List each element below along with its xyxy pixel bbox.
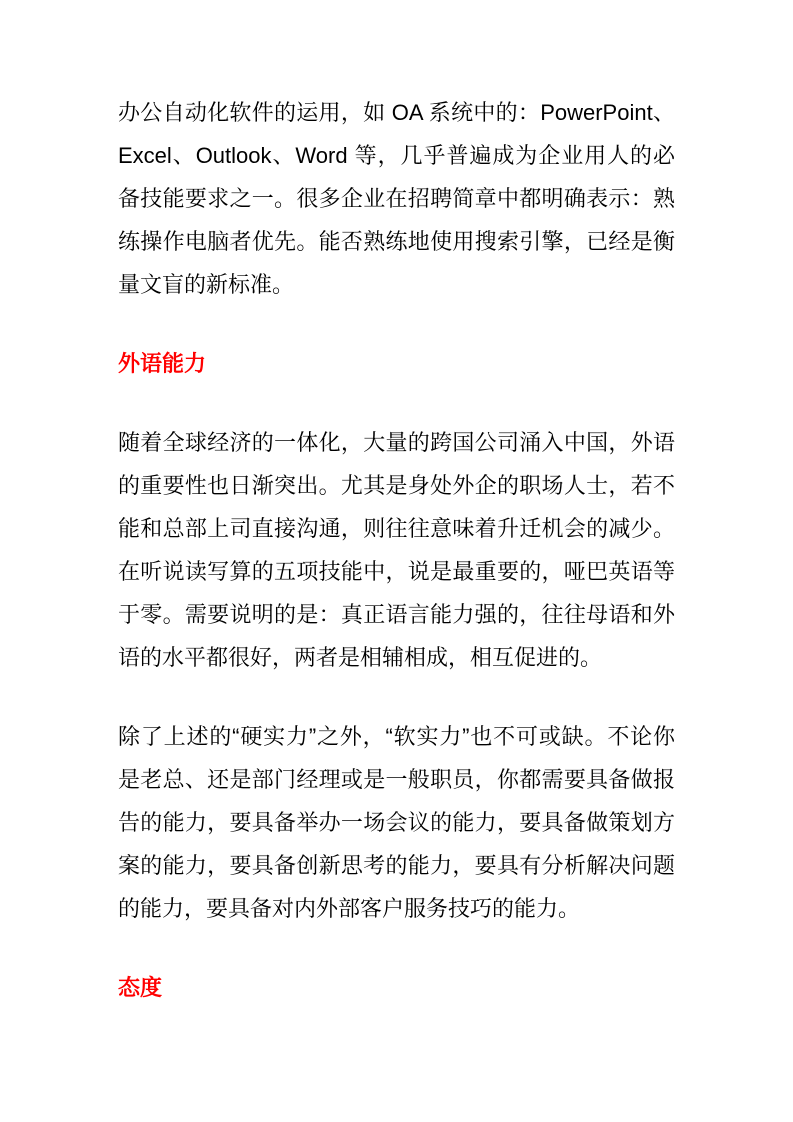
paragraph-office-software-skills: 办公自动化软件的运用，如 OA 系统中的：PowerPoint、Excel、Outlook、Word 等，几乎普遍成为企业用人的必备技能要求之一。很多企业在招聘简章中都明确表示：熟练操作电脑者优先。能否熟练地使用搜索引擎，已经是衡量文盲的新标准。 — [118, 100, 675, 297]
paragraph-soft-skills: 除了上述的“硬实力”之外，“软实力”也不可或缺。不论你是老总、还是部门经理或是一般职员，你都需要具备做报告的能力，要具备举办一场会议的能力，要具备做策划方案的能力，要具备创新思考的能力，要具有分析解决问题的能力，要具备对内外部客户服务技巧的能力。 — [118, 724, 675, 921]
section-heading-attitude: 态度 — [118, 975, 163, 1000]
paragraph-foreign-language-importance: 随着全球经济的一体化，大量的跨国公司涌入中国，外语的重要性也日渐突出。尤其是身处外企的职场人士，若不能和总部上司直接沟通，则往往意味着升迁机会的减少。在听说读写算的五项技能中，说是最重要的，哑巴英语等于零。需要说明的是：真正语言能力强的，往往母语和外语的水平都很好，两者是相辅相成，相互促进的。 — [118, 430, 675, 670]
section-heading-foreign-language-ability: 外语能力 — [118, 351, 207, 376]
